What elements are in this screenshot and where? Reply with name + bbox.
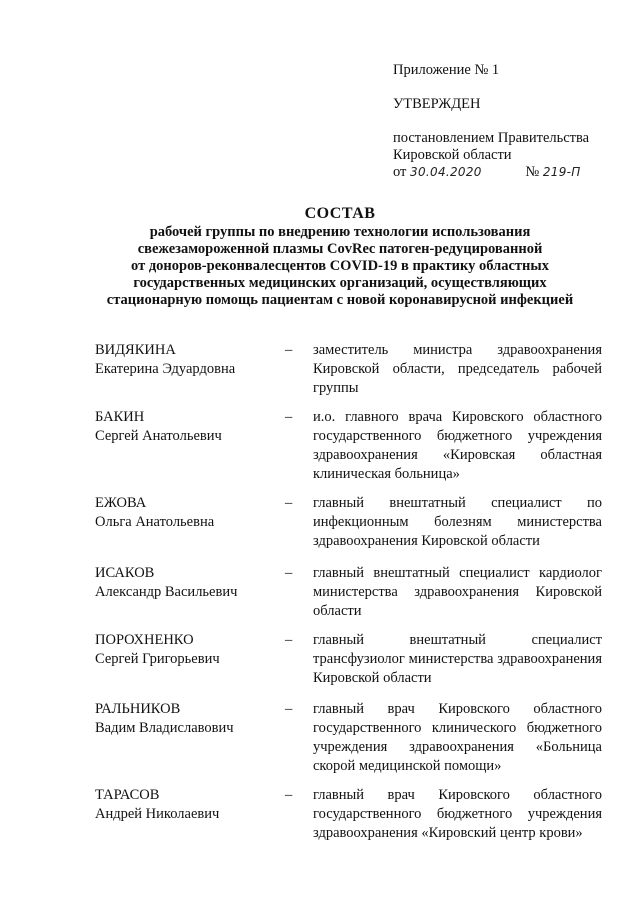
number-prefix: № <box>525 164 540 180</box>
member-given-name: Сергей Анатольевич <box>95 428 222 444</box>
title-line-5: стационарную помощь пациентам с новой коронавирусной инфекцией <box>106 292 574 308</box>
title-heading: СОСТАВ <box>304 205 376 222</box>
member-role: и.о. главного врача Кировского областного государственного бюджетного учреждения здравоохранения «Кировская областная клиническая больница» <box>313 409 602 482</box>
member-name <box>95 494 275 532</box>
decree-line-2: Кировской области <box>393 147 512 163</box>
title-line-2: свежезамороженной плазмы CovRec патоген-редуцированной <box>137 241 543 257</box>
from-prefix: от <box>393 164 407 180</box>
appendix-label: Приложение № 1 <box>393 62 500 78</box>
member-surname: ИСАКОВ <box>95 565 155 581</box>
member-role: главный врач Кировского областного государственного бюджетного учреждения здравоохранения «Кировский центр крови» <box>313 787 602 841</box>
title-line-3: от доноров-реконвалесцентов COVID-19 в практику областных <box>131 258 549 274</box>
member-role: главный внештатный специалист трансфузиолог министерства здравоохранения Кировской области <box>313 632 602 686</box>
member-role: главный внештатный специалист кардиолог министерства здравоохранения Кировской области <box>313 565 602 619</box>
member-name <box>95 700 275 738</box>
member-given-name: Сергей Григорьевич <box>95 651 220 667</box>
member-given-name: Ольга Анатольевна <box>95 514 215 530</box>
decree-line-1: постановлением Правительства <box>393 130 590 146</box>
member-given-name: Андрей Николаевич <box>95 806 220 822</box>
member-name <box>95 341 275 379</box>
handwritten-date: 30.04.2020 <box>410 165 482 179</box>
approval-block <box>393 62 623 181</box>
member-dash: – <box>285 632 293 648</box>
member-dash: – <box>285 565 293 581</box>
member-role: главный внештатный специалист по инфекционным болезням министерства здравоохранения Кировской области <box>313 495 602 549</box>
member-dash: – <box>285 409 293 425</box>
member-dash: – <box>285 787 293 803</box>
member-given-name: Вадим Владиславович <box>95 720 234 736</box>
decree-date-number <box>393 164 623 181</box>
member-name <box>95 564 275 602</box>
handwritten-number: 219-П <box>542 165 581 179</box>
member-surname: ВИДЯКИНА <box>95 342 176 358</box>
member-given-name: Екатерина Эдуардовна <box>95 361 236 377</box>
document-title <box>60 205 620 309</box>
member-dash: – <box>285 495 293 511</box>
member-role: главный врач Кировского областного государственного клинического бюджетного учреждения здравоохранения «Больница скорой медицинской помощи» <box>313 701 602 774</box>
member-surname: ЕЖОВА <box>95 495 147 511</box>
member-name <box>95 786 275 824</box>
member-name <box>95 408 275 446</box>
member-surname: БАКИН <box>95 409 145 425</box>
title-line-4: государственных медицинских организаций, осуществляющих <box>133 275 547 291</box>
title-line-1: рабочей группы по внедрению технологии использования <box>149 224 531 240</box>
member-dash: – <box>285 701 293 717</box>
member-dash: – <box>285 342 293 358</box>
member-given-name: Александр Васильевич <box>95 584 238 600</box>
member-surname: ПОРОХНЕНКО <box>95 632 194 648</box>
approved-label: УТВЕРЖДЕН <box>393 96 481 112</box>
member-surname: ТАРАСОВ <box>95 787 160 803</box>
member-name <box>95 631 275 669</box>
member-surname: РАЛЬНИКОВ <box>95 701 181 717</box>
member-role: заместитель министра здравоохранения Кировской области, председатель рабочей группы <box>313 342 602 396</box>
